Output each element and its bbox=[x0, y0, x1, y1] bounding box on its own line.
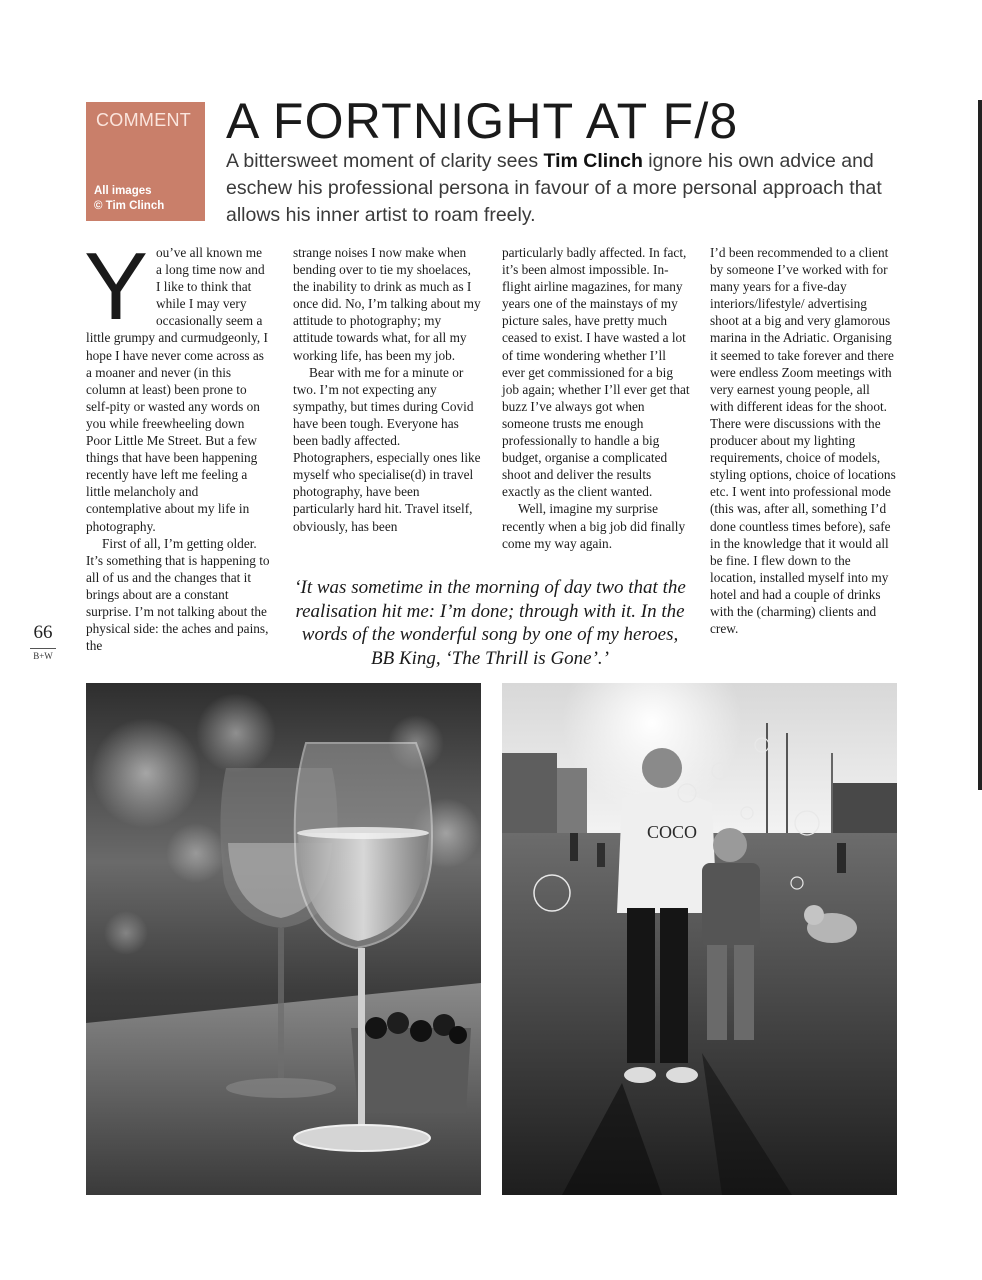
wine-glasses-image bbox=[86, 683, 481, 1195]
image-credit bbox=[94, 184, 164, 214]
col1-paragraph-1: ou’ve all known me a long time now and I like to think that while I may very occasionally seem a little grumpy and curmudgeonly, I hope I have never come across as a moaner and never (in this column at least) been prone to self-pity or wasted any words on you while freewheeling down Poor Little Me Street. But a few things that have been happening recently have left me feeling a little melancholy and contemplative about my life in photography. bbox=[86, 245, 268, 534]
headline: A FORTNIGHT AT F/8 bbox=[226, 93, 739, 149]
wine-glasses-photo bbox=[86, 683, 481, 1195]
page-edge-bar bbox=[978, 100, 982, 790]
children-bubbles-image bbox=[502, 683, 897, 1195]
standfirst-lead: A bittersweet moment of clarity sees bbox=[226, 150, 544, 172]
page-number: 66 bbox=[33, 622, 53, 643]
col2-paragraph-2: Bear with me for a minute or two. I’m not expecting any sympathy, but times during Covid have been tough. Everyone has been badly affected. Photographers, especially ones like myself who specialise(d) in travel photography, have been particularly hard hit. Travel itself, obviously, has been bbox=[293, 364, 481, 534]
col4-paragraph-1: I’d been recommended to a client by someone I’ve worked with for many years for a five-day interiors/lifestyle/ advertising shoot at a big and very glamorous marina in the Adriatic. Organising it seemed to take forever and there were endless Zoom meetings with very earnest young people, all with different ideas for the shoot. There were discussions with the producer about my lighting requirements, choice of models, styling options, choice of locations etc. I went into professional mode (this was, after all, something I’d done countless times before), safe in the knowledge that it would all be fine. I flew down to the location, installed myself into my hotel and had a couple of drinks with the (charming) clients and crew. bbox=[710, 245, 896, 637]
body-column-1 bbox=[84, 233, 270, 654]
col3-paragraph-1: particularly badly affected. In fact, it’s been almost impossible. In-flight airline magazines, for many years one of the mainstays of my picture sales, have pretty much ceased to exist. I have wasted a lot of time wondering whether I’ll ever get commissioned for a big job again; whether I’ll ever get that buzz I’ve always got when someone trusts me enough professionally to handle a big budget, organise a complicated shoot and deliver the results exactly as the client wanted. bbox=[502, 245, 690, 500]
col1-paragraph-2: First of all, I’m getting older. It’s something that is happening to all of us and the changes that it brings about are a constant surprise. I’m not talking about the physical side: the aches and pains, the bbox=[86, 535, 270, 654]
credit-line-1: All images bbox=[94, 185, 152, 197]
standfirst-rest: ignore his own advice and eschew his professional persona in favour of a more personal approach that allows his inner artist to roam freely. bbox=[226, 150, 882, 226]
body-column-3 bbox=[502, 244, 690, 552]
section-label: COMMENT bbox=[96, 110, 192, 130]
drop-cap: Y bbox=[84, 233, 149, 340]
children-bubbles-photo bbox=[502, 683, 897, 1195]
col2-paragraph-1: strange noises I now make when bending over to tie my shoelaces, the inability to drink as much as I once did. No, I’m talking about my attitude to photography; my attitude towards what, for all my working life, has been my job. bbox=[293, 245, 481, 363]
pull-quote: ‘It was sometime in the morning of day two that the realisation hit me: I’m done; through with it. In the words of the wonderful song by one of my heroes, BB King, ‘The Thrill is Gone’.’ bbox=[294, 577, 686, 669]
section-tag bbox=[86, 102, 205, 221]
body-column-4 bbox=[710, 244, 896, 637]
author-name: Tim Clinch bbox=[543, 150, 643, 172]
tshirt-text: COCO bbox=[647, 822, 698, 842]
body-column-2 bbox=[293, 244, 481, 535]
magazine-mark: B+W bbox=[30, 648, 56, 661]
col3-paragraph-2: Well, imagine my surprise recently when a big job did finally come my way again. bbox=[502, 501, 686, 551]
credit-line-2: © Tim Clinch bbox=[94, 200, 165, 212]
standfirst bbox=[226, 148, 886, 229]
